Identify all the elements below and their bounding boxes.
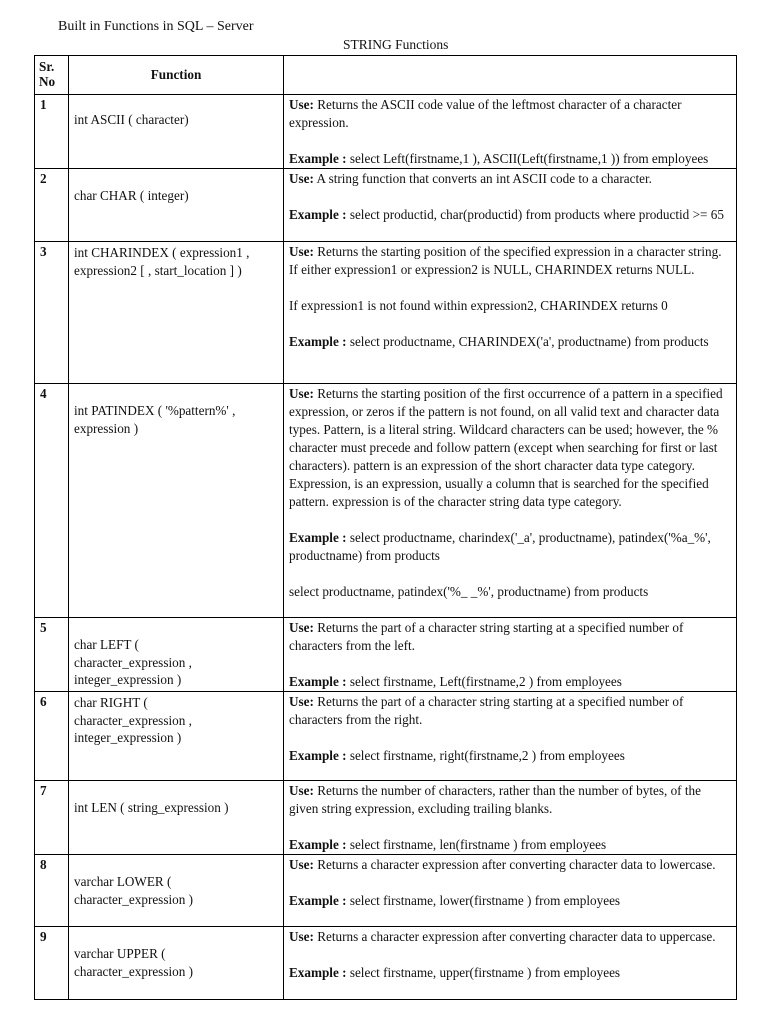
function-description xyxy=(284,692,737,781)
use-label: Use: xyxy=(289,929,314,944)
function-description xyxy=(284,781,737,855)
use-text: Returns the number of characters, rather than the number of bytes, of the given string expression, excluding trailing blanks. xyxy=(289,783,701,816)
use-label: Use: xyxy=(289,244,314,259)
use-text: Returns the ASCII code value of the leftmost character of a character expression. xyxy=(289,97,682,130)
function-line: char LEFT ( xyxy=(74,637,139,652)
example-text: select productname, charindex('_a', productname), patindex('%a_%', productname) from products xyxy=(289,530,711,563)
example-text: select firstname, len(firstname ) from employees xyxy=(349,837,607,852)
extra-note: If expression1 is not found within expression2, CHARINDEX returns 0 xyxy=(289,298,668,313)
row-number: 5 xyxy=(35,618,69,692)
use-text: Returns the starting position of the first occurrence of a pattern in a specified expression, or zeros if the pattern is not found, on all valid text and character data types. Pattern, is a literal string. Wildcard characters can be used; however, the % character must precede and follow pattern (except when searching for first or last characters). pattern is an expression of the short character data type category. Expression, is an expression, usually a column that is searched for the specified pattern. expression is of the character string data type category. xyxy=(289,386,723,509)
use-text: Returns the starting position of the specified expression in a character string. If either expression1 or expression2 is NULL, CHARINDEX returns NULL. xyxy=(289,244,722,277)
function-signature xyxy=(69,618,284,692)
function-line: integer_expression ) xyxy=(74,672,182,687)
table-row xyxy=(35,618,737,692)
function-signature xyxy=(69,781,284,855)
function-line: int PATINDEX ( '%pattern%' , xyxy=(74,403,236,418)
example-text: select productname, CHARINDEX('a', productname) from products xyxy=(349,334,709,349)
use-label: Use: xyxy=(289,783,314,798)
table-row xyxy=(35,855,737,927)
example-label: Example : xyxy=(289,530,347,545)
example-text: select firstname, upper(firstname ) from employees xyxy=(349,965,621,980)
use-label: Use: xyxy=(289,386,314,401)
function-line: int ASCII ( character) xyxy=(74,112,189,127)
function-line: expression2 [ , start_location ] ) xyxy=(74,262,242,278)
use-label: Use: xyxy=(289,694,314,709)
function-line: int CHARINDEX ( expression1 , xyxy=(74,245,250,260)
example-label: Example : xyxy=(289,674,347,689)
table-row xyxy=(35,781,737,855)
row-number: 8 xyxy=(35,855,69,927)
function-line: char RIGHT ( xyxy=(74,695,148,710)
use-label: Use: xyxy=(289,171,314,186)
table-row xyxy=(35,169,737,242)
function-description xyxy=(284,618,737,692)
example-text: select firstname, lower(firstname ) from employees xyxy=(349,893,621,908)
row-number: 6 xyxy=(35,692,69,781)
row-number: 2 xyxy=(35,169,69,242)
header-description xyxy=(284,56,737,95)
example-label: Example : xyxy=(289,837,347,852)
use-label: Use: xyxy=(289,97,314,112)
header-function: Function xyxy=(69,56,284,95)
row-number: 9 xyxy=(35,927,69,1000)
function-signature xyxy=(69,692,284,781)
document-title: Built in Functions in SQL – Server xyxy=(58,19,254,34)
use-label: Use: xyxy=(289,620,314,635)
function-signature xyxy=(69,384,284,618)
example-text-2: select productname, patindex('%_ _%', productname) from products xyxy=(289,584,649,599)
function-description xyxy=(284,384,737,618)
function-line: character_expression , xyxy=(74,654,192,670)
use-text: Returns a character expression after converting character data to uppercase. xyxy=(317,929,716,944)
function-line: int LEN ( string_expression ) xyxy=(74,800,229,815)
function-signature xyxy=(69,927,284,1000)
example-text: select firstname, right(firstname,2 ) from employees xyxy=(349,748,625,763)
example-label: Example : xyxy=(289,334,347,349)
function-description xyxy=(284,242,737,384)
example-label: Example : xyxy=(289,207,347,222)
table-row xyxy=(35,95,737,169)
function-line: integer_expression ) xyxy=(74,730,182,745)
function-line: varchar LOWER ( xyxy=(74,874,172,889)
function-signature xyxy=(69,95,284,169)
section-title: STRING Functions xyxy=(343,37,449,52)
function-line: varchar UPPER ( xyxy=(74,946,166,961)
function-line: character_expression ) xyxy=(74,891,193,907)
use-label: Use: xyxy=(289,857,314,872)
example-label: Example : xyxy=(289,748,347,763)
table-row xyxy=(35,927,737,1000)
example-text: select Left(firstname,1 ), ASCII(Left(firstname,1 )) from employees xyxy=(349,151,709,166)
row-number: 3 xyxy=(35,242,69,384)
row-number: 7 xyxy=(35,781,69,855)
function-description xyxy=(284,95,737,169)
use-text: Returns the part of a character string starting at a specified number of characters from the right. xyxy=(289,694,684,727)
function-description xyxy=(284,169,737,242)
example-label: Example : xyxy=(289,965,347,980)
example-text: select firstname, Left(firstname,2 ) from employees xyxy=(349,674,622,689)
function-description xyxy=(284,927,737,1000)
row-number: 4 xyxy=(35,384,69,618)
function-line: expression ) xyxy=(74,420,139,436)
function-line: character_expression ) xyxy=(74,963,193,979)
functions-table xyxy=(34,55,737,1000)
table-row xyxy=(35,692,737,781)
function-line: character_expression , xyxy=(74,712,192,728)
example-label: Example : xyxy=(289,151,347,166)
row-number: 1 xyxy=(35,95,69,169)
use-text: A string function that converts an int ASCII code to a character. xyxy=(316,171,652,186)
function-description xyxy=(284,855,737,927)
function-signature xyxy=(69,242,284,384)
header-sr-no: Sr. No xyxy=(35,56,69,95)
function-signature xyxy=(69,855,284,927)
function-signature xyxy=(69,169,284,242)
example-label: Example : xyxy=(289,893,347,908)
use-text: Returns a character expression after converting character data to lowercase. xyxy=(317,857,716,872)
table-row xyxy=(35,242,737,384)
table-row xyxy=(35,384,737,618)
table-header-row xyxy=(35,56,737,95)
example-text: select productid, char(productid) from products where productid >= 65 xyxy=(349,207,724,222)
function-line: char CHAR ( integer) xyxy=(74,188,189,203)
use-text: Returns the part of a character string starting at a specified number of characters from the left. xyxy=(289,620,684,653)
